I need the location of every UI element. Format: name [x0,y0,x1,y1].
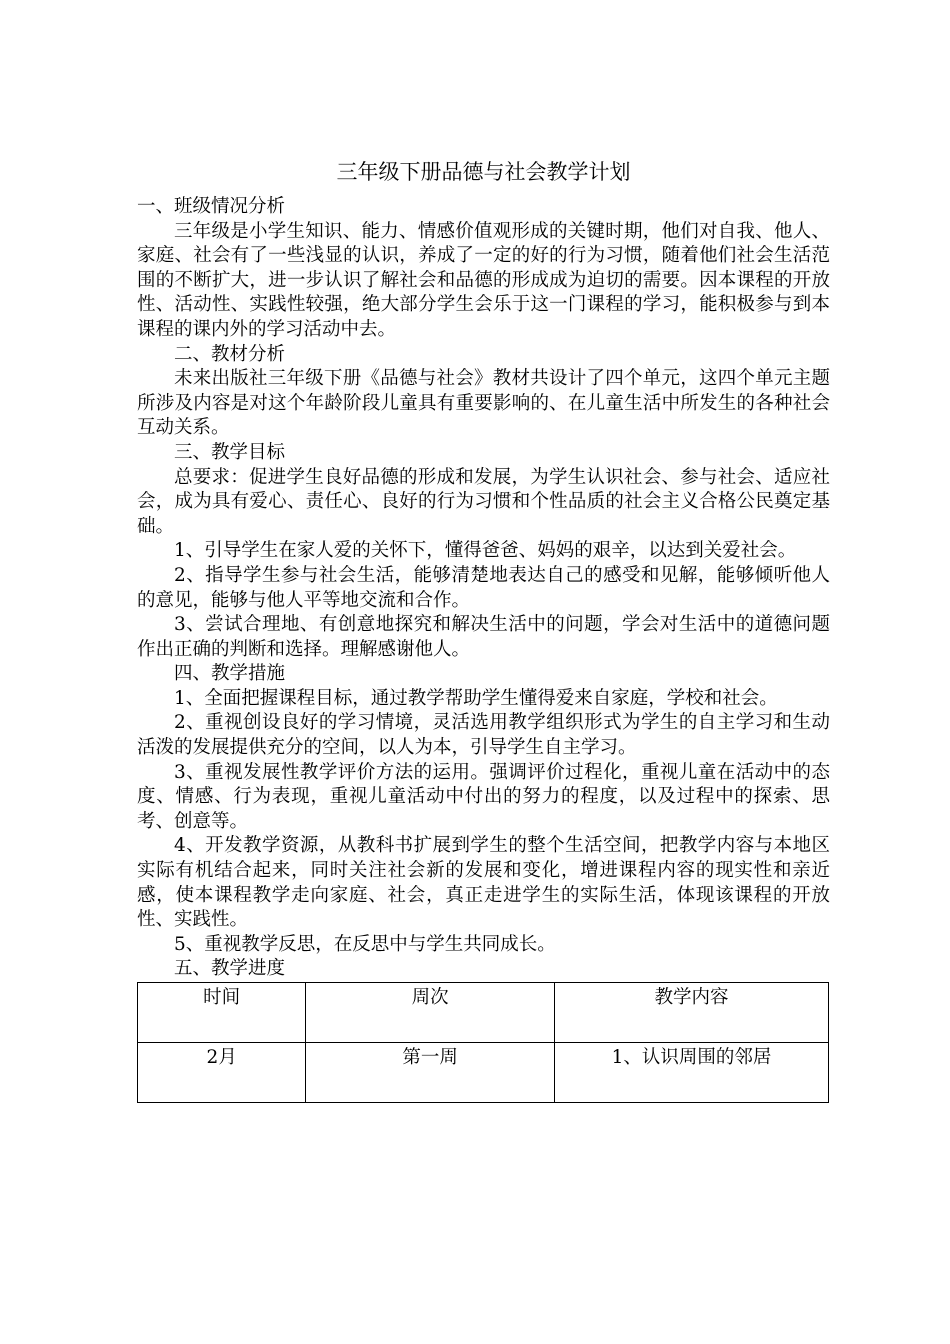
measure-item-2: 2、重视创设良好的学习情境，灵活选用教学组织形式为学生的自主学习和生动活泼的发展提供充分的空间，以人为本，引导学生自主学习。 [137,712,830,759]
paragraph-class-analysis: 三年级是小学生知识、能力、情感价值观形成的关键时期，他们对自我、他人、家庭、社会有了一些浅显的认识，养成了一定的好的行为习惯，随着他们社会生活范围的不断扩大，进一步认识了解社会和品德的形成成为迫切的需要。因本课程的开放性、活动性、实践性较强，绝大部分学生会乐于这一门课程的学习，能积极参与到本课程的课内外的学习活动中去。 [137,220,830,340]
section-heading-teaching-schedule: 五、教学进度 [174,958,286,980]
goal-item-3: 3、尝试合理地、有创意地探究和解决生活中的问题，学会对生活中的道德问题作出正确的判断和选择。理解感谢他人。 [137,614,830,660]
goal-item-1: 1、引导学生在家人爱的关怀下，懂得爸爸、妈妈的艰辛，以达到关爱社会。 [174,540,797,562]
table-header-week: 周次 [306,983,555,1043]
measure-item-5: 5、重视教学反思，在反思中与学生共同成长。 [174,933,556,955]
section-heading-teaching-goals: 三、教学目标 [174,441,286,463]
table-cell-content: 1、认识周围的邻居 [554,1043,828,1103]
schedule-table [137,982,829,1103]
section-heading-textbook-analysis: 二、教材分析 [174,343,286,365]
section-heading-class-analysis: 一、班级情况分析 [137,196,286,217]
table-header-time: 时间 [138,983,306,1043]
paragraph-general-requirement: 总要求：促进学生良好品德的形成和发展，为学生认识社会、参与社会、适应社会，成为具有爱心、责任心、良好的行为习惯和个性品质的社会主义合格公民奠定基础。 [137,466,830,537]
measure-item-4: 4、开发教学资源，从教科书扩展到学生的整个生活空间，把教学内容与本地区实际有机结合起来，同时关注社会新的发展和变化，增进课程内容的现实性和亲近感，使本课程教学走向家庭、社会，真正走进学生的实际生活，体现该课程的开放性、实践性。 [137,835,830,931]
table-cell-week: 第一周 [306,1043,555,1103]
table-header-row [138,983,829,1043]
paragraph-textbook-analysis: 未来出版社三年级下册《品德与社会》教材共设计了四个单元，这四个单元主题所涉及内容是对这个年龄阶段儿童具有重要影响的、在儿童生活中所发生的各种社会互动关系。 [137,368,830,439]
section-heading-teaching-measures: 四、教学措施 [174,663,286,685]
goal-item-2: 2、指导学生参与社会生活，能够清楚地表达自己的感受和见解，能够倾听他人的意见，能够与他人平等地交流和合作。 [137,564,830,611]
document-title: 三年级下册品德与社会教学计划 [336,160,631,184]
document-page [137,155,830,1103]
table-row [138,1043,829,1103]
measure-item-3: 3、重视发展性教学评价方法的运用。强调评价过程化，重视儿童在活动中的态度、情感、行为表现，重视儿童活动中付出的努力的程度，以及过程中的探索、思考、创意等。 [137,761,830,832]
table-header-content: 教学内容 [554,983,828,1043]
measure-item-1: 1、全面把握课程目标，通过教学帮助学生懂得爱来自家庭，学校和社会。 [174,687,778,709]
table-cell-time: 2月 [138,1043,306,1103]
